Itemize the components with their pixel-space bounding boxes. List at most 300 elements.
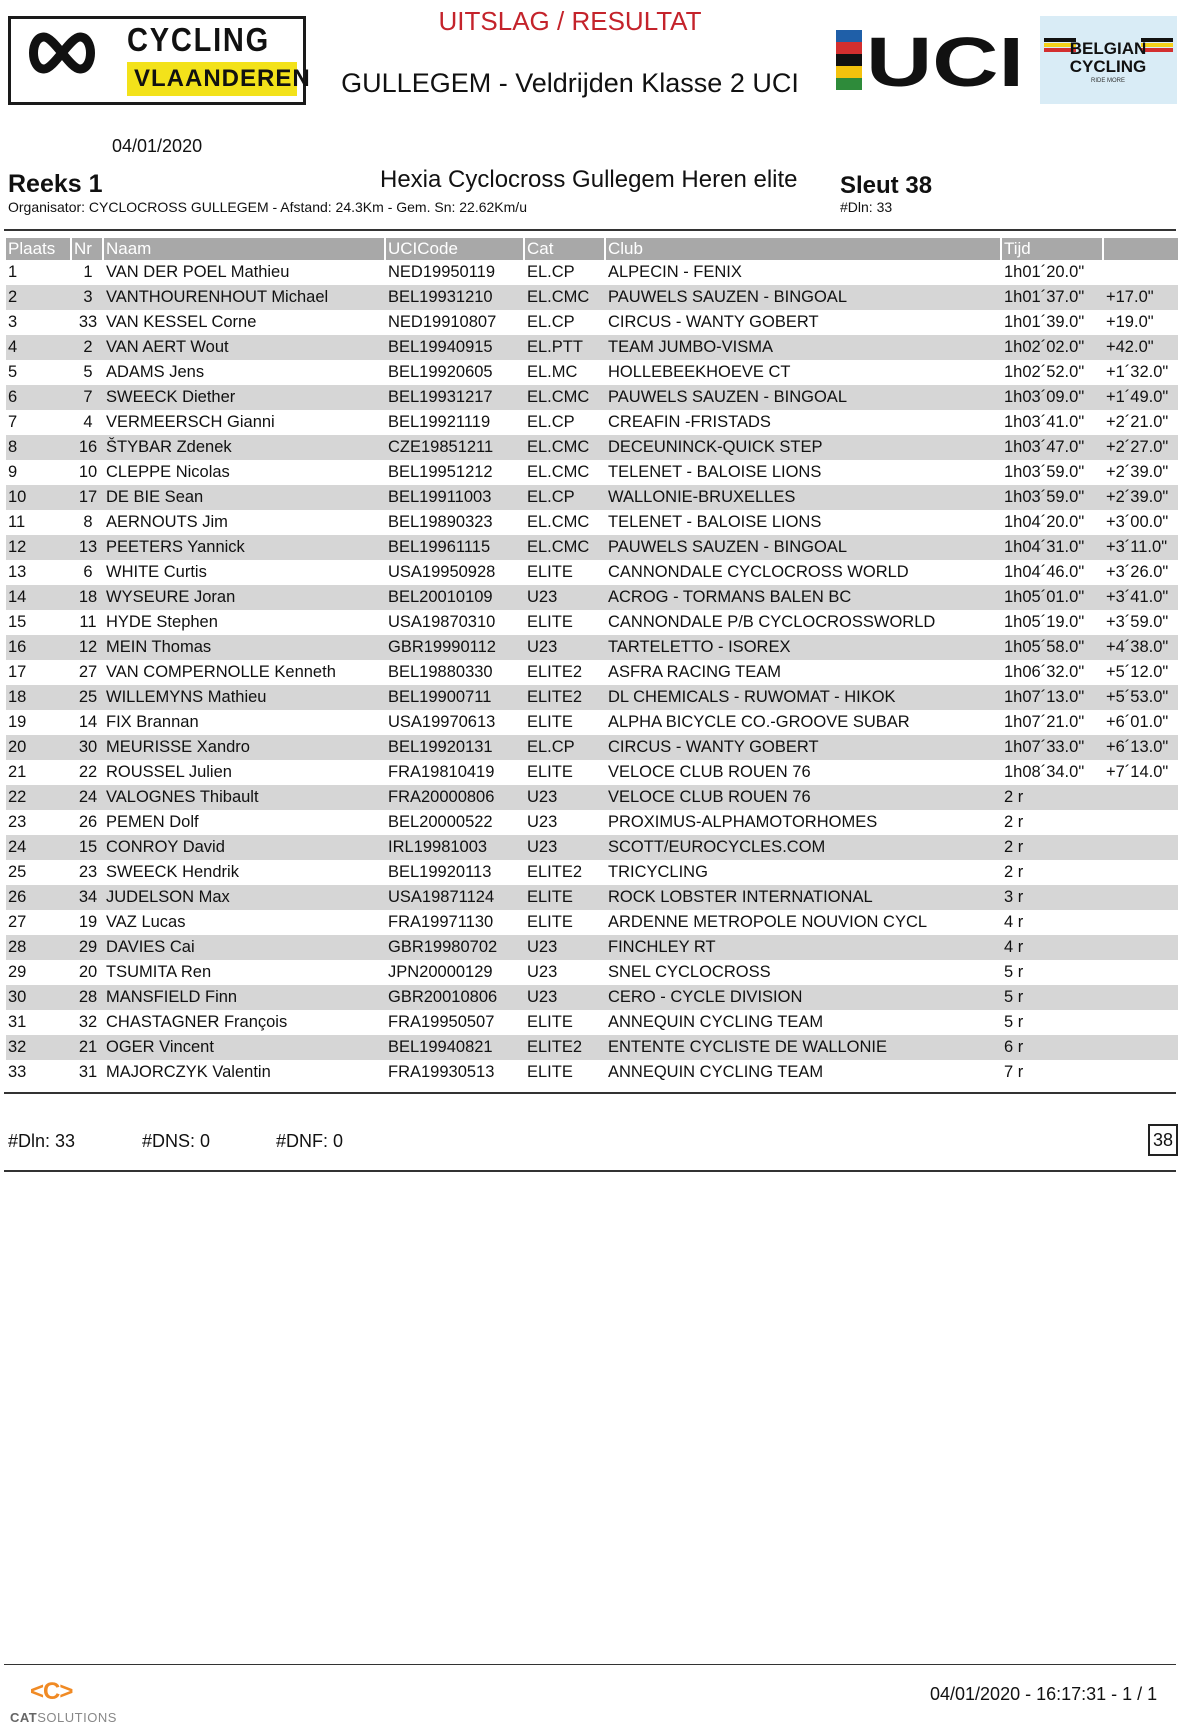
cell-club: SCOTT/EUROCYCLES.COM [608, 838, 826, 856]
cell-gap [1104, 835, 1178, 860]
cell-tijd: 2 r [1004, 813, 1024, 831]
cell-nr: 22 [78, 763, 98, 781]
cell-tijd: 1h05´19.0" [1004, 613, 1085, 631]
cell-gap: +2´39.0" [1106, 463, 1169, 481]
header-ucicode: UCICode [386, 238, 525, 260]
cell-plaats: 33 [8, 1063, 27, 1081]
table-row [6, 535, 1178, 560]
cell-ucicode: JPN20000129 [388, 963, 493, 981]
cell-tijd: 1h01´39.0" [1004, 313, 1085, 331]
table-row [6, 910, 1178, 935]
cell-tijd: 1h04´46.0" [1004, 563, 1085, 581]
cell-cat: EL.CP [527, 313, 575, 331]
cell-plaats: 5 [8, 363, 18, 381]
brand-part-cat: CAT [10, 1710, 38, 1725]
cell-club: TARTELETTO - ISOREX [608, 638, 791, 656]
cell-naam: JUDELSON Max [106, 888, 230, 906]
cell-ucicode: BEL19920131 [388, 738, 493, 756]
logo-text-cycling: CYCLING [127, 21, 270, 58]
cell-ucicode: BEL19940821 [388, 1038, 493, 1056]
cell-club: PAUWELS SAUZEN - BINGOAL [608, 388, 847, 406]
cell-plaats: 27 [8, 913, 27, 931]
table-row [6, 735, 1178, 760]
cell-cat: EL.CMC [527, 288, 590, 306]
cell-tijd: 1h06´32.0" [1004, 663, 1085, 681]
cell-cat: ELITE [527, 913, 573, 931]
cell-nr: 10 [78, 463, 98, 481]
cell-club: CREAFIN -FRISTADS [608, 413, 771, 431]
cell-tijd: 1h08´34.0" [1004, 763, 1085, 781]
cell-tijd: 1h02´52.0" [1004, 363, 1085, 381]
cell-tijd: 2 r [1004, 863, 1024, 881]
cell-naam: MEURISSE Xandro [106, 738, 250, 756]
cell-nr: 21 [78, 1038, 98, 1056]
table-row [6, 335, 1178, 360]
cell-gap [1104, 985, 1178, 1010]
cell-plaats: 32 [8, 1038, 27, 1056]
cell-nr: 17 [78, 488, 98, 506]
table-row [6, 835, 1178, 860]
cell-tijd: 4 r [1004, 938, 1024, 956]
cell-cat: EL.CP [527, 413, 575, 431]
table-row [6, 385, 1178, 410]
uci-logo-text: UCI [866, 30, 1024, 90]
cell-naam: SWEECK Diether [106, 388, 236, 406]
cell-gap: +19.0" [1106, 313, 1154, 331]
cell-tijd: 1h07´21.0" [1004, 713, 1085, 731]
cell-cat: U23 [527, 638, 558, 656]
cell-naam: VAN AERT Wout [106, 338, 229, 356]
cell-nr: 25 [78, 688, 98, 706]
cell-naam: VAN DER POEL Mathieu [106, 263, 290, 281]
document-title: UITSLAG / RESULTAT [438, 6, 702, 36]
cell-tijd: 6 r [1004, 1038, 1024, 1056]
cell-tijd: 1h04´31.0" [1004, 538, 1085, 556]
cell-nr: 8 [83, 513, 93, 531]
cell-plaats: 8 [8, 438, 18, 456]
cell-club: PAUWELS SAUZEN - BINGOAL [608, 288, 847, 306]
cell-cat: U23 [527, 838, 558, 856]
cell-ucicode: USA19871124 [388, 888, 495, 906]
cell-plaats: 7 [8, 413, 18, 431]
cell-tijd: 1h04´20.0" [1004, 513, 1085, 531]
divider [4, 1664, 1176, 1665]
event-title: GULLEGEM - Veldrijden Klasse 2 UCI [341, 68, 799, 98]
cell-gap: +4´38.0" [1106, 638, 1169, 656]
header-nr: Nr [72, 238, 104, 260]
table-row [6, 710, 1178, 735]
cell-plaats: 1 [8, 263, 18, 281]
cell-gap: +2´39.0" [1106, 488, 1169, 506]
table-row [6, 785, 1178, 810]
table-row [6, 310, 1178, 335]
cell-plaats: 12 [8, 538, 27, 556]
cell-plaats: 3 [8, 313, 18, 331]
cell-gap: +3´26.0" [1106, 563, 1169, 581]
table-row [6, 1035, 1178, 1060]
table-header [6, 238, 1178, 260]
cell-plaats: 14 [8, 588, 27, 606]
table-row [6, 285, 1178, 310]
cell-club: ENTENTE CYCLISTE DE WALLONIE [608, 1038, 888, 1056]
cell-cat: ELITE [527, 888, 573, 906]
cell-plaats: 15 [8, 613, 27, 631]
divider [4, 1170, 1176, 1172]
cell-naam: DAVIES Cai [106, 938, 195, 956]
bc-line1: BELGIAN [1069, 39, 1147, 58]
cell-ucicode: GBR20010806 [388, 988, 498, 1006]
cell-ucicode: GBR19990112 [388, 638, 496, 656]
cell-cat: EL.CMC [527, 513, 590, 531]
cell-ucicode: USA19970613 [388, 713, 496, 731]
table-row [6, 435, 1178, 460]
table-row [6, 660, 1178, 685]
cell-plaats: 6 [8, 388, 18, 406]
cell-plaats: 29 [8, 963, 27, 981]
cell-gap: +3´41.0" [1106, 588, 1169, 606]
cell-nr: 12 [78, 638, 98, 656]
cell-club: DECEUNINCK-QUICK STEP [608, 438, 823, 456]
cell-club: CANNONDALE P/B CYCLOCROSSWORLD [608, 613, 936, 631]
cell-naam: VAN KESSEL Corne [106, 313, 257, 331]
cell-gap [1104, 885, 1178, 910]
cell-nr: 34 [78, 888, 98, 906]
bc-line2: CYCLING [1069, 57, 1147, 76]
cell-tijd: 1h03´41.0" [1004, 413, 1085, 431]
cell-club: FINCHLEY RT [608, 938, 716, 956]
catsolutions-logo-icon: <C> [30, 1678, 73, 1705]
cell-ucicode: FRA19971130 [388, 913, 494, 931]
cell-plaats: 25 [8, 863, 27, 881]
table-row [6, 610, 1178, 635]
cell-gap [1104, 1060, 1178, 1085]
cell-club: ASFRA RACING TEAM [608, 663, 781, 681]
cell-gap: +1´49.0" [1106, 388, 1169, 406]
cell-ucicode: BEL19951212 [388, 463, 493, 481]
series-label: Reeks 1 [8, 170, 103, 198]
cell-nr: 27 [78, 663, 98, 681]
cell-nr: 32 [78, 1013, 98, 1031]
belgian-cycling-logo [1040, 16, 1177, 104]
cell-ucicode: FRA19930513 [388, 1063, 495, 1081]
cell-ucicode: CZE19851211 [388, 438, 494, 456]
cell-cat: ELITE2 [527, 1038, 583, 1056]
footer-dns: #DNS: 0 [142, 1131, 211, 1151]
cell-gap: +2´27.0" [1106, 438, 1169, 456]
header-plaats: Plaats [6, 238, 72, 260]
cell-plaats: 24 [8, 838, 27, 856]
cell-cat: U23 [527, 938, 558, 956]
cell-cat: EL.CMC [527, 388, 590, 406]
cell-club: TELENET - BALOISE LIONS [608, 463, 822, 481]
cell-cat: ELITE [527, 563, 573, 581]
cell-plaats: 2 [8, 288, 18, 306]
cell-plaats: 11 [8, 513, 26, 531]
table-row [6, 460, 1178, 485]
cell-nr: 6 [83, 563, 93, 581]
cell-plaats: 13 [8, 563, 27, 581]
infinity-logo-icon [24, 25, 100, 81]
cell-ucicode: BEL19920605 [388, 363, 493, 381]
cell-club: SNEL CYCLOCROSS [608, 963, 771, 981]
cell-tijd: 5 r [1004, 988, 1024, 1006]
cell-naam: DE BIE Sean [106, 488, 204, 506]
print-timestamp: 04/01/2020 - 16:17:31 - 1 / 1 [930, 1684, 1158, 1704]
cell-cat: EL.MC [527, 363, 578, 381]
cell-nr: 18 [78, 588, 98, 606]
cell-club: TEAM JUMBO-VISMA [608, 338, 774, 356]
cell-ucicode: NED19950119 [388, 263, 496, 281]
header-naam: Naam [104, 238, 386, 260]
table-row [6, 585, 1178, 610]
cell-nr: 29 [78, 938, 98, 956]
cell-naam: FIX Brannan [106, 713, 199, 731]
cell-nr: 19 [78, 913, 98, 931]
cell-naam: AERNOUTS Jim [106, 513, 228, 531]
cell-ucicode: FRA20000806 [388, 788, 495, 806]
cell-naam: VERMEERSCH Gianni [106, 413, 275, 431]
table-row [6, 885, 1178, 910]
table-row [6, 860, 1178, 885]
table-row [6, 1010, 1178, 1035]
cell-ucicode: BEL19931210 [388, 288, 493, 306]
cell-ucicode: GBR19980702 [388, 938, 498, 956]
cell-naam: CHASTAGNER François [106, 1013, 288, 1031]
cell-naam: PEMEN Dolf [106, 813, 199, 831]
cell-cat: U23 [527, 963, 558, 981]
cell-cat: U23 [527, 588, 558, 606]
cell-tijd: 7 r [1004, 1063, 1024, 1081]
cell-naam: MANSFIELD Finn [106, 988, 238, 1006]
table-row [6, 985, 1178, 1010]
cell-naam: PEETERS Yannick [106, 538, 245, 556]
cell-naam: ROUSSEL Julien [106, 763, 232, 781]
cell-cat: ELITE [527, 613, 573, 631]
cell-gap: +3´59.0" [1106, 613, 1169, 631]
table-row [6, 260, 1178, 285]
table-row [6, 510, 1178, 535]
cell-nr: 13 [78, 538, 98, 556]
cell-tijd: 5 r [1004, 1013, 1024, 1031]
cell-plaats: 23 [8, 813, 27, 831]
cell-ucicode: BEL19961115 [388, 538, 491, 556]
cell-tijd: 5 r [1004, 963, 1024, 981]
cell-plaats: 9 [8, 463, 18, 481]
cell-club: HOLLEBEEKHOEVE CT [608, 363, 791, 381]
cell-gap: +3´00.0" [1106, 513, 1169, 531]
cell-plaats: 4 [8, 338, 18, 356]
cell-cat: U23 [527, 988, 558, 1006]
header-cat: Cat [525, 238, 606, 260]
cell-nr: 7 [83, 388, 93, 406]
cell-plaats: 18 [8, 688, 27, 706]
table-row [6, 1060, 1178, 1085]
cell-naam: MEIN Thomas [106, 638, 212, 656]
cell-naam: SWEECK Hendrik [106, 863, 239, 881]
cell-cat: U23 [527, 813, 558, 831]
cell-plaats: 28 [8, 938, 27, 956]
cell-ucicode: BEL19880330 [388, 663, 493, 681]
cell-gap: +17.0" [1106, 288, 1154, 306]
cell-nr: 30 [78, 738, 98, 756]
cell-cat: ELITE [527, 763, 573, 781]
cell-plaats: 30 [8, 988, 27, 1006]
cell-plaats: 26 [8, 888, 27, 906]
cell-gap: +2´21.0" [1106, 413, 1169, 431]
cell-cat: EL.CP [527, 488, 575, 506]
results-table [6, 238, 1178, 1085]
cell-gap: +6´01.0" [1106, 713, 1169, 731]
cell-gap: +5´53.0" [1106, 688, 1169, 706]
cell-tijd: 1h07´13.0" [1004, 688, 1085, 706]
cell-naam: VALOGNES Thibault [106, 788, 259, 806]
cell-naam: WYSEURE Joran [106, 588, 236, 606]
cell-nr: 15 [78, 838, 98, 856]
cell-club: PAUWELS SAUZEN - BINGOAL [608, 538, 847, 556]
cell-naam: WILLEMYNS Mathieu [106, 688, 267, 706]
table-row [6, 960, 1178, 985]
cell-gap [1104, 810, 1178, 835]
cell-naam: VAZ Lucas [106, 913, 186, 931]
cell-naam: CONROY David [106, 838, 225, 856]
cell-plaats: 22 [8, 788, 27, 806]
race-date: 04/01/2020 [112, 136, 203, 156]
cell-tijd: 1h02´02.0" [1004, 338, 1085, 356]
cell-nr: 11 [79, 613, 97, 631]
cell-plaats: 21 [8, 763, 27, 781]
cell-gap: +6´13.0" [1106, 738, 1169, 756]
header-club: Club [606, 238, 1002, 260]
cell-tijd: 1h05´58.0" [1004, 638, 1085, 656]
cell-gap [1104, 785, 1178, 810]
cell-nr: 14 [78, 713, 98, 731]
cell-naam: HYDE Stephen [106, 613, 218, 631]
cell-naam: CLEPPE Nicolas [106, 463, 230, 481]
cell-naam: OGER Vincent [106, 1038, 214, 1056]
bc-line3: RIDE MORE [1090, 78, 1126, 84]
cell-plaats: 16 [8, 638, 27, 656]
footer-dln: #Dln: 33 [8, 1131, 76, 1151]
cell-nr: 3 [83, 288, 93, 306]
cell-ucicode: BEL20010109 [388, 588, 493, 606]
cell-tijd: 1h03´59.0" [1004, 463, 1085, 481]
cell-naam: ŠTYBAR Zdenek [106, 438, 232, 456]
cell-naam: TSUMITA Ren [106, 963, 212, 981]
cell-club: CIRCUS - WANTY GOBERT [608, 738, 819, 756]
sleut-label: Sleut 38 [840, 172, 933, 199]
cell-tijd: 4 r [1004, 913, 1024, 931]
footer-dnf: #DNF: 0 [276, 1131, 344, 1151]
cell-cat: U23 [527, 788, 558, 806]
cell-ucicode: BEL19920113 [388, 863, 492, 881]
finish-number-box: 38 [1148, 1124, 1178, 1156]
cell-cat: ELITE2 [527, 863, 583, 881]
cell-plaats: 17 [8, 663, 27, 681]
cell-gap [1104, 960, 1178, 985]
cell-nr: 1 [83, 263, 93, 281]
cell-tijd: 2 r [1004, 788, 1024, 806]
cell-club: CANNONDALE CYCLOCROSS WORLD [608, 563, 909, 581]
cell-ucicode: BEL19940915 [388, 338, 493, 356]
cell-tijd: 1h03´59.0" [1004, 488, 1085, 506]
cell-cat: ELITE [527, 1063, 573, 1081]
cell-gap: +7´14.0" [1106, 763, 1169, 781]
cell-nr: 28 [78, 988, 98, 1006]
table-body [6, 260, 1178, 1085]
table-row [6, 685, 1178, 710]
table-row [6, 760, 1178, 785]
table-row [6, 360, 1178, 385]
divider [4, 229, 1176, 231]
brand-part-solutions: SOLUTIONS [37, 1710, 117, 1725]
cell-ucicode: FRA19950507 [388, 1013, 495, 1031]
catsolutions-logo-text [10, 1710, 117, 1725]
cell-gap [1104, 1010, 1178, 1035]
cell-gap: +3´11.0" [1106, 538, 1168, 556]
cell-tijd: 1h05´01.0" [1004, 588, 1085, 606]
cell-ucicode: BEL19921119 [388, 413, 491, 431]
cell-tijd: 1h01´37.0" [1004, 288, 1085, 306]
cell-tijd: 1h07´33.0" [1004, 738, 1085, 756]
cell-tijd: 1h03´09.0" [1004, 388, 1085, 406]
participants-count: #Dln: 33 [840, 199, 893, 215]
cell-naam: VANTHOURENHOUT Michael [106, 288, 329, 306]
cell-cat: EL.CMC [527, 438, 590, 456]
cell-cat: EL.CMC [527, 463, 590, 481]
cell-cat: EL.CP [527, 738, 575, 756]
table-row [6, 810, 1178, 835]
cell-naam: MAJORCZYK Valentin [106, 1063, 271, 1081]
cell-club: TRICYCLING [608, 863, 708, 881]
cell-nr: 4 [83, 413, 93, 431]
table-row [6, 485, 1178, 510]
divider [4, 1092, 1176, 1094]
cell-plaats: 31 [8, 1013, 27, 1031]
cell-plaats: 10 [8, 488, 27, 506]
cell-club: ROCK LOBSTER INTERNATIONAL [608, 888, 873, 906]
cell-naam: VAN COMPERNOLLE Kenneth [106, 663, 336, 681]
cell-ucicode: FRA19810419 [388, 763, 495, 781]
cell-cat: ELITE2 [527, 688, 583, 706]
cell-gap: +1´32.0" [1106, 363, 1169, 381]
cell-cat: ELITE2 [527, 663, 583, 681]
header-gap [1104, 238, 1178, 260]
cell-ucicode: BEL20000522 [388, 813, 493, 831]
cell-ucicode: USA19870310 [388, 613, 496, 631]
cell-club: VELOCE CLUB ROUEN 76 [608, 788, 811, 806]
cell-club: ALPECIN - FENIX [608, 263, 742, 281]
race-name: Hexia Cyclocross Gullegem Heren elite [380, 166, 798, 193]
organizer-info: Organisator: CYCLOCROSS GULLEGEM - Afstand: 24.3Km - Gem. Sn: 22.62Km/u [8, 199, 527, 215]
cell-nr: 26 [78, 813, 98, 831]
cell-tijd: 1h03´47.0" [1004, 438, 1085, 456]
cell-plaats: 19 [8, 713, 27, 731]
table-row [6, 560, 1178, 585]
table-row [6, 410, 1178, 435]
cell-ucicode: BEL19890323 [388, 513, 493, 531]
cell-club: ACROG - TORMANS BALEN BC [608, 588, 852, 606]
cell-ucicode: IRL19981003 [388, 838, 488, 856]
cell-club: CIRCUS - WANTY GOBERT [608, 313, 819, 331]
cell-ucicode: USA19950928 [388, 563, 496, 581]
cell-cat: ELITE [527, 1013, 573, 1031]
cell-tijd: 3 r [1004, 888, 1024, 906]
cell-cat: EL.PTT [527, 338, 583, 356]
cell-ucicode: BEL19931217 [388, 388, 493, 406]
cell-club: PROXIMUS-ALPHAMOTORHOMES [608, 813, 878, 831]
cell-nr: 33 [78, 313, 98, 331]
cell-gap [1104, 910, 1178, 935]
